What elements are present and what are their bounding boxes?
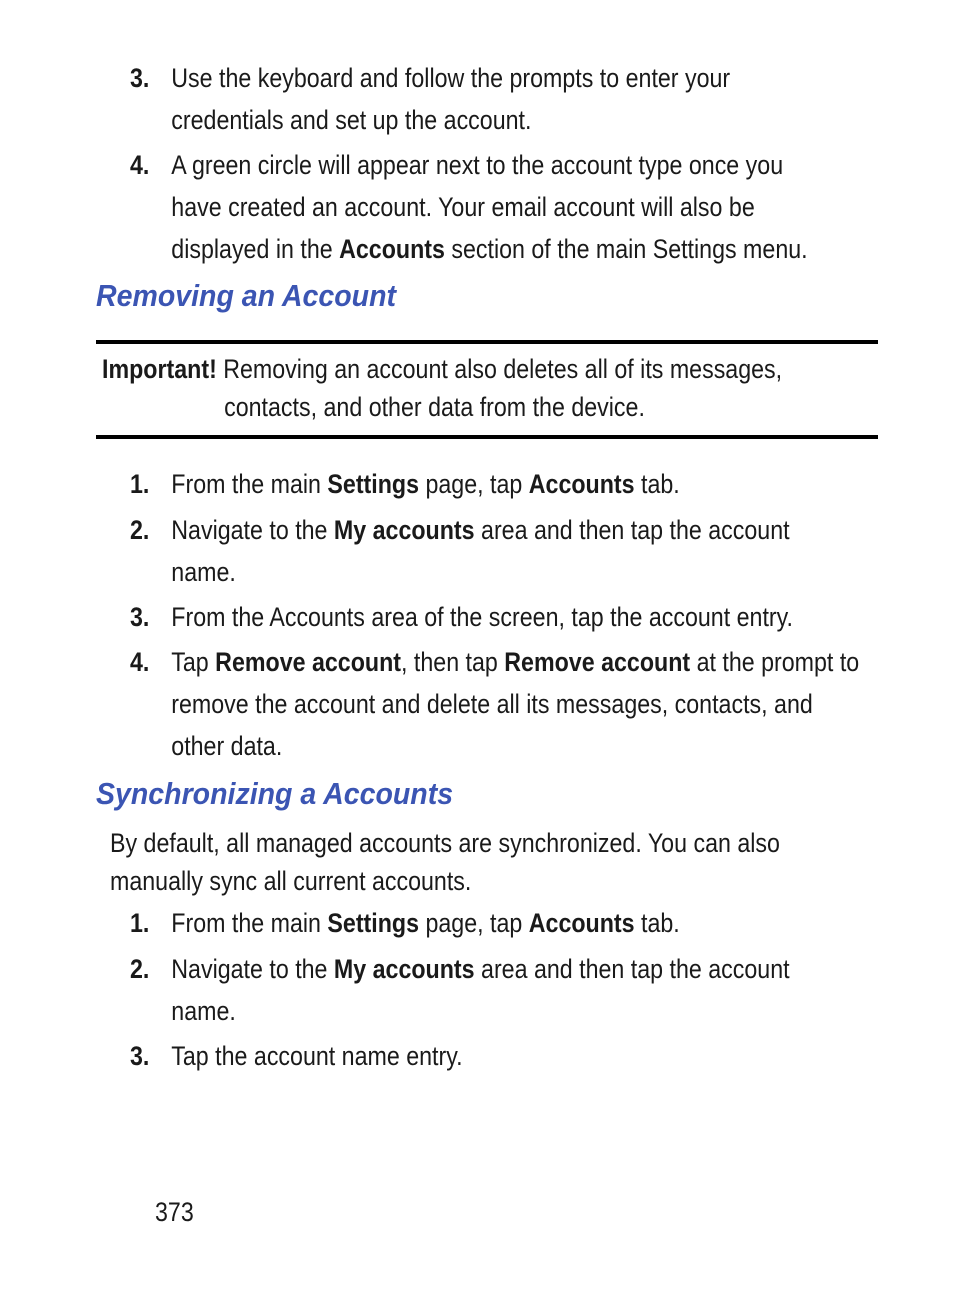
- note-text: Removing an account also deletes all of its messages,: [216, 354, 783, 384]
- step-text: [171, 57, 868, 141]
- note-line: [102, 350, 842, 388]
- step-text: [171, 902, 868, 944]
- bold-term: Accounts: [528, 469, 635, 499]
- bold-term: My accounts: [333, 954, 475, 984]
- bold-term: My accounts: [333, 515, 475, 545]
- text-run: From the main: [171, 469, 328, 499]
- text-run: page, tap: [419, 908, 529, 938]
- step-number: 3.: [130, 1041, 150, 1071]
- note-text: contacts, and other data from the device.: [224, 392, 645, 422]
- step-text: [171, 596, 868, 638]
- bold-term: Remove account: [215, 647, 402, 677]
- text-run: section of the main Settings menu.: [444, 234, 808, 264]
- note-bottom-rule: [96, 435, 878, 439]
- step-number: 4.: [130, 150, 150, 180]
- text-run: tab.: [634, 469, 680, 499]
- important-note: [102, 350, 842, 426]
- step-number: 3.: [130, 602, 150, 632]
- step-text: [171, 948, 868, 1032]
- bold-term: Accounts: [339, 234, 445, 264]
- text-run: at the prompt to: [690, 647, 860, 677]
- text-run: tab.: [634, 908, 680, 938]
- step-line: name.: [171, 996, 236, 1026]
- step-line: Tap the account name entry.: [171, 1041, 463, 1071]
- step-text: [171, 1035, 868, 1077]
- step-line: From the Accounts area of the screen, tap the account entry.: [171, 602, 793, 632]
- step-line: [171, 463, 868, 505]
- text-run: displayed in the: [171, 234, 340, 264]
- step-line: [171, 509, 868, 551]
- step-number: 2.: [130, 515, 150, 545]
- text-run: area and then tap the account: [474, 515, 790, 545]
- section-heading-removing: Removing an Account: [96, 278, 397, 313]
- text-run: page, tap: [419, 469, 529, 499]
- text-run: Tap: [171, 647, 216, 677]
- para-line: manually sync all current accounts.: [110, 866, 472, 896]
- sync-paragraph: [110, 824, 867, 900]
- step-line: remove the account and delete all its messages, contacts, and: [171, 689, 813, 719]
- step-line: A green circle will appear next to the account type once you: [171, 150, 784, 180]
- step-number: 2.: [130, 954, 150, 984]
- text-run: Navigate to the: [171, 954, 334, 984]
- section-heading-sync: Synchronizing a Accounts: [96, 776, 454, 811]
- step-line: other data.: [171, 731, 283, 761]
- step-text: [171, 144, 868, 270]
- bold-term: Accounts: [528, 908, 635, 938]
- bold-term: Settings: [327, 908, 420, 938]
- step-line: [171, 228, 868, 270]
- text-run: Navigate to the: [171, 515, 334, 545]
- step-number: 3.: [130, 63, 150, 93]
- step-line: credentials and set up the account.: [171, 105, 532, 135]
- step-text: [171, 641, 868, 767]
- step-line: Use the keyboard and follow the prompts to enter your: [171, 63, 731, 93]
- text-run: From the main: [171, 908, 328, 938]
- important-label: Important!: [102, 354, 217, 384]
- step-line: [171, 902, 868, 944]
- bold-term: Remove account: [504, 647, 691, 677]
- bold-term: Settings: [327, 469, 420, 499]
- step-line: [171, 641, 868, 683]
- text-run: , then tap: [401, 647, 505, 677]
- step-number: 1.: [130, 908, 150, 938]
- para-line: By default, all managed accounts are synchronized. You can also: [110, 828, 780, 858]
- text-run: area and then tap the account: [474, 954, 790, 984]
- step-line: [171, 948, 868, 990]
- page-number: 373: [155, 1197, 194, 1227]
- step-number: 1.: [130, 469, 150, 499]
- step-number: 4.: [130, 647, 150, 677]
- step-text: [171, 509, 868, 593]
- note-top-rule: [96, 340, 878, 344]
- step-text: [171, 463, 868, 505]
- step-line: have created an account. Your email account will also be: [171, 192, 755, 222]
- step-line: name.: [171, 557, 236, 587]
